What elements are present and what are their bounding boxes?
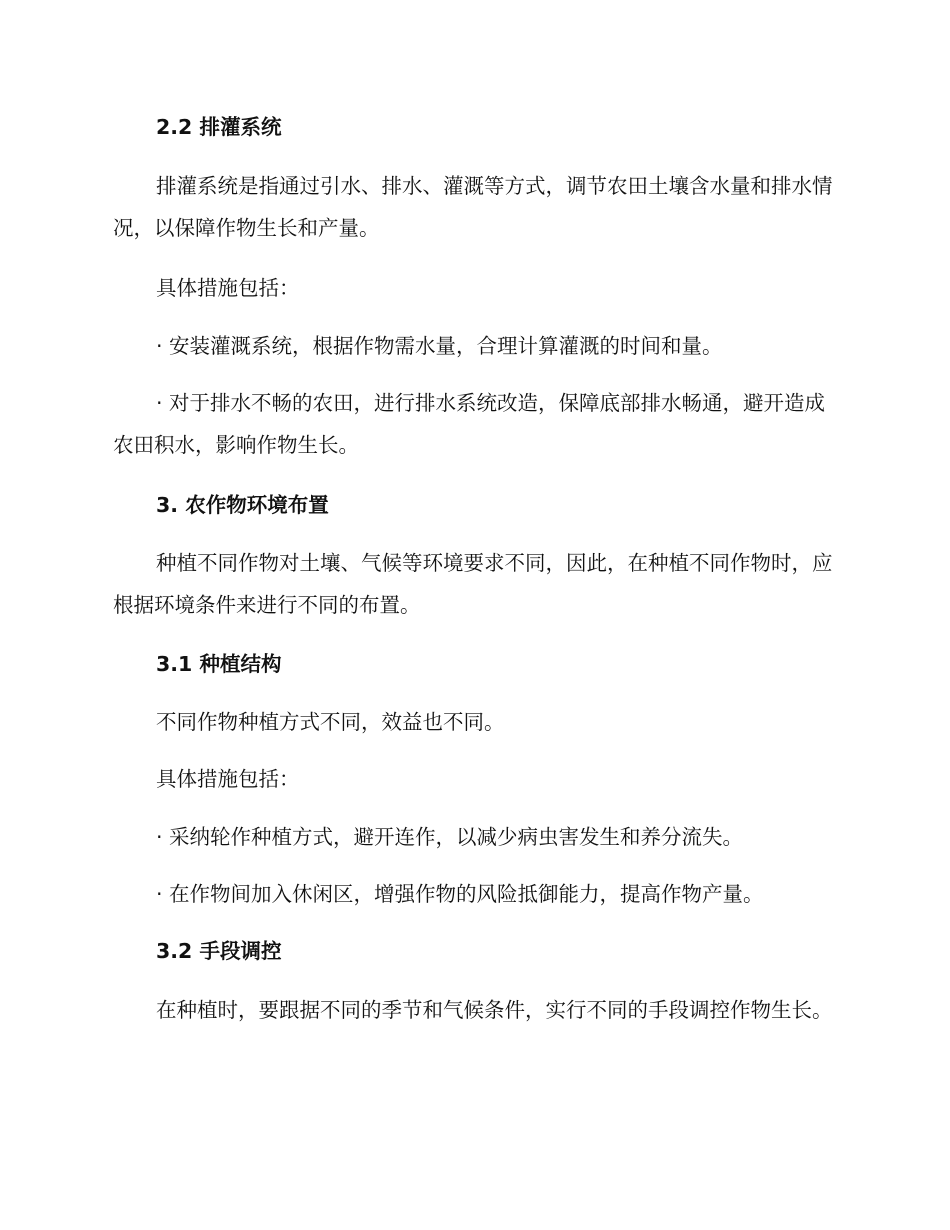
section-heading-3: 3. 农作物环境布置 xyxy=(156,493,329,517)
paragraph-irrigation-definition: 排灌系统是指通过引水、排水、灌溉等方式，调节农田土壤含水量和排水情况，以保障作物生长和产量。 xyxy=(113,174,833,240)
paragraph-measures-intro: 具体措施包括： xyxy=(156,276,300,300)
section-heading-3-2: 3.2 手段调控 xyxy=(156,939,282,963)
bullet-install-irrigation: · 安装灌溉系统，根据作物需水量，合理计算灌溉的时间和量。 xyxy=(156,334,723,358)
paragraph-planting-structure: 不同作物种植方式不同，效益也不同。 xyxy=(156,710,505,734)
paragraph-measures-intro-2: 具体措施包括： xyxy=(156,767,300,791)
paragraph-environment-layout: 种植不同作物对土壤、气候等环境要求不同，因此，在种植不同作物时，应根据环境条件来进行不同的布置。 xyxy=(113,551,833,617)
bullet-drainage-improvement: · 对于排水不畅的农田，进行排水系统改造，保障底部排水畅通，避开造成农田积水，影响作物生长。 xyxy=(113,391,826,457)
bullet-crop-rotation: · 采纳轮作种植方式，避开连作，以减少病虫害发生和养分流失。 xyxy=(156,825,744,849)
paragraph-method-control: 在种植时，要跟据不同的季节和气候条件，实行不同的手段调控作物生长。 xyxy=(156,998,833,1022)
section-heading-3-1: 3.1 种植结构 xyxy=(156,652,282,676)
bullet-fallow-area: · 在作物间加入休闲区，增强作物的风险抵御能力，提高作物产量。 xyxy=(156,882,764,906)
section-heading-2-2: 2.2 排灌系统 xyxy=(156,115,282,139)
